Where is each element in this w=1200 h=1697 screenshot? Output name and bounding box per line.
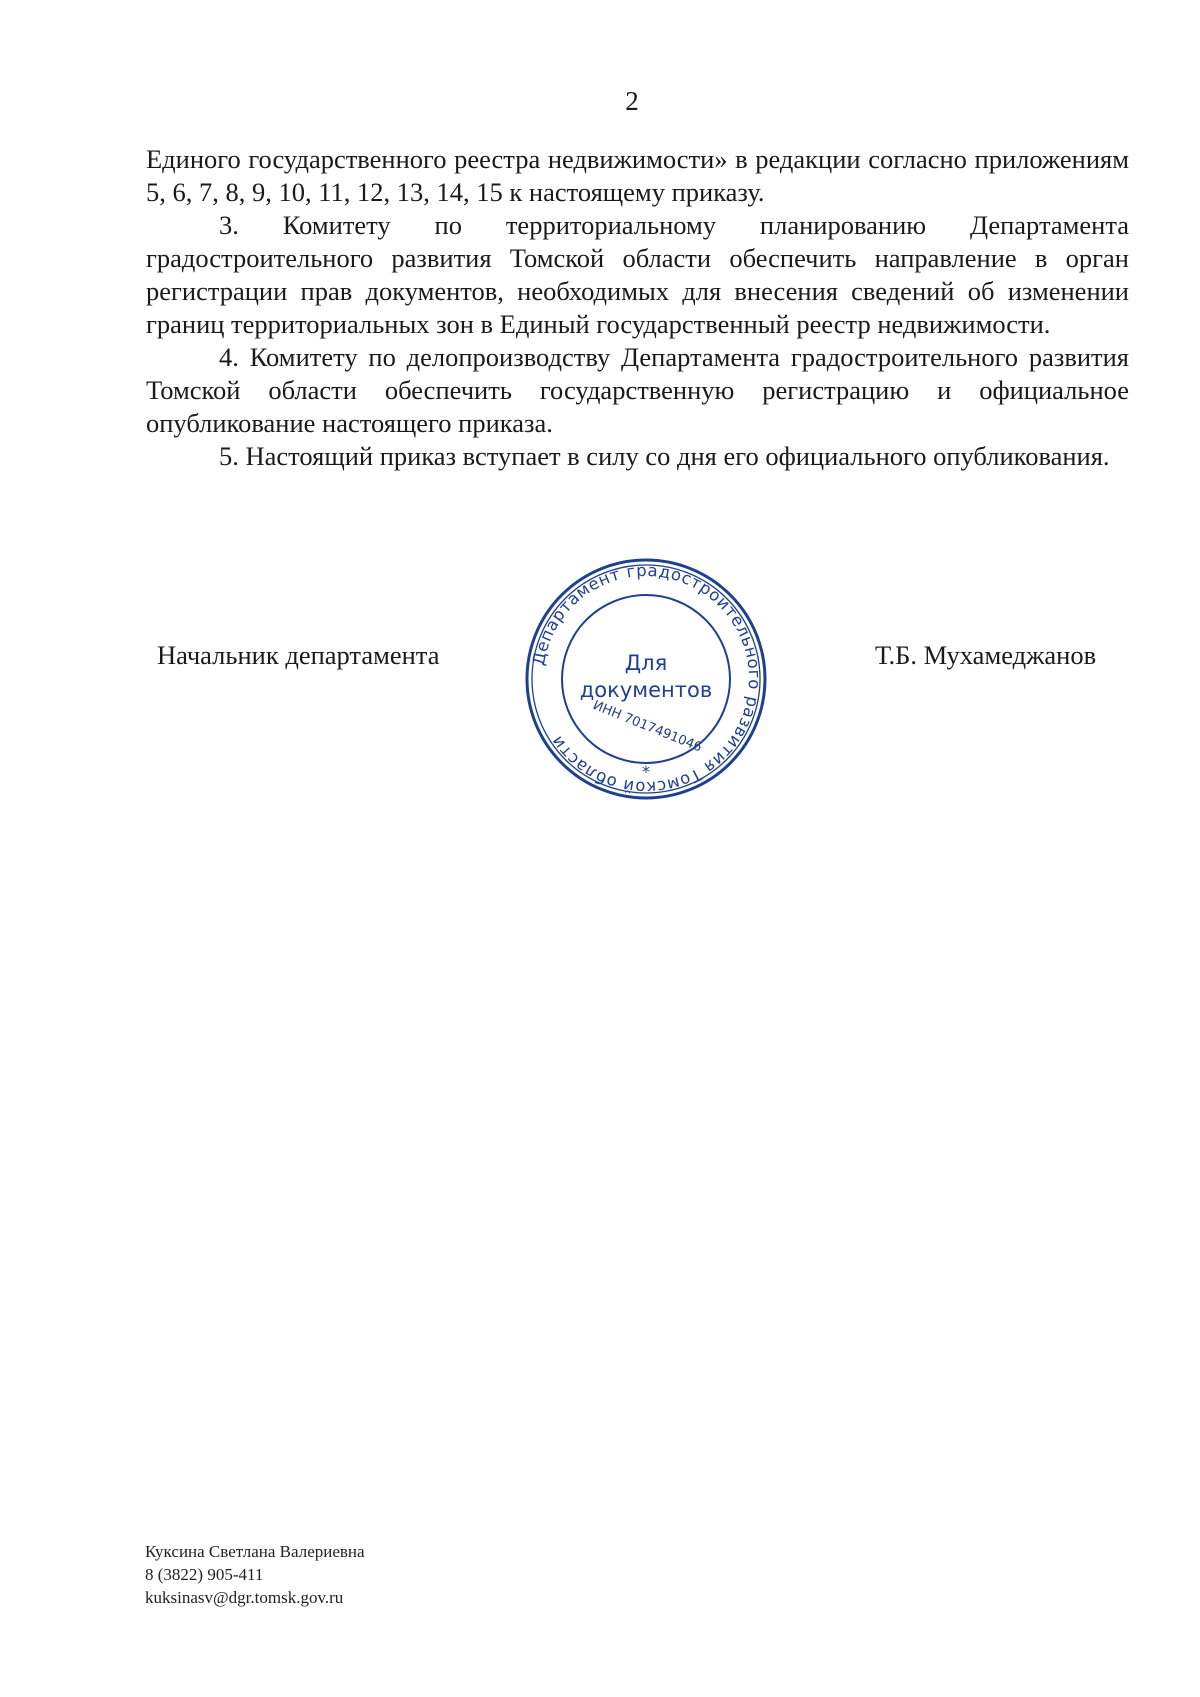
paragraph-item-5: 5. Настоящий приказ вступает в силу со дня его официального опубликования. xyxy=(219,441,1110,471)
stamp-inn: ИНН 7017491046 xyxy=(590,698,704,756)
paragraph-item-4: 4. Комитету по делопроизводству Департамента градостроительного развития Томской области обеспечить государственную регистрацию и официальное опубликование настоящего приказа. xyxy=(146,342,1129,438)
stamp-center-line1: Для xyxy=(624,651,668,675)
contact-block xyxy=(145,1540,365,1609)
signatory-name: Т.Б. Мухамеджанов xyxy=(875,640,1097,670)
contact-phone: 8 (3822) 905-411 xyxy=(145,1565,264,1584)
contact-name: Куксина Светлана Валериевна xyxy=(145,1542,365,1561)
signatory-title: Начальник департамента xyxy=(157,640,440,670)
paragraph-continuation: Единого государственного реестра недвижимости» в редакции согласно приложениям 5, 6, 7, 8, 9, 10, 11, 12, 13, 14, 15 к настоящему приказу. xyxy=(146,144,1129,207)
paragraph-item-3: 3. Комитету по территориальному планированию Департамента градостроительного развития Томской области обеспечить направление в орган регистрации прав документов, необходимых для внесения сведений об изменении границ территориальных зон в Единый государственный реестр недвижимости. xyxy=(146,210,1129,339)
contact-email: kuksinasv@dgr.tomsk.gov.ru xyxy=(145,1588,344,1607)
page-number: 2 xyxy=(625,86,639,116)
official-stamp xyxy=(525,558,767,800)
order-body xyxy=(146,143,1129,473)
stamp-outer-text: Департамент градостроительного развития Томской области xyxy=(528,560,765,798)
stamp-center-line2: документов xyxy=(579,678,713,702)
stamp-star: * xyxy=(642,762,650,781)
